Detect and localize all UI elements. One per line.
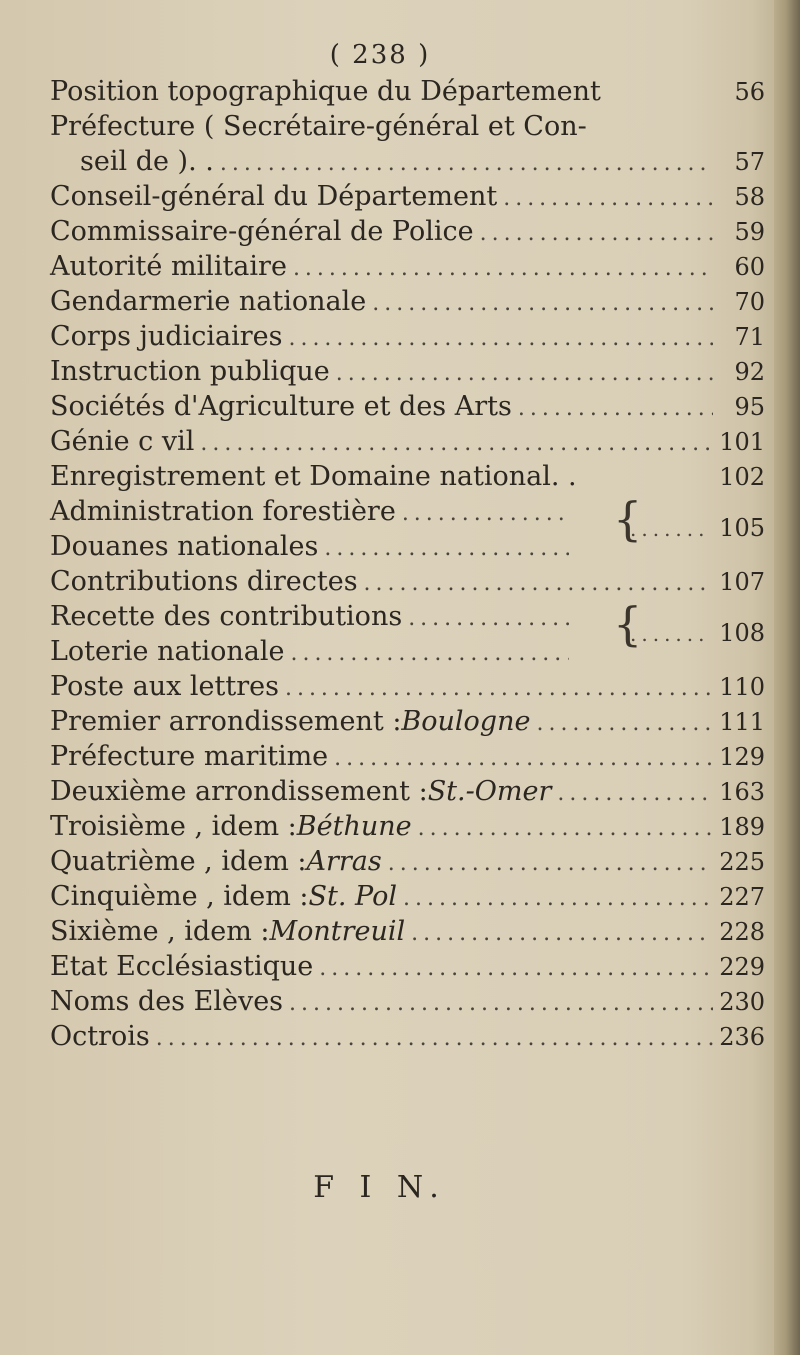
book-spine xyxy=(774,0,800,1355)
toc-entry-label: Cinquième , idem : xyxy=(50,881,309,912)
toc-entry-label: Instruction publique xyxy=(50,356,330,387)
toc-entry xyxy=(50,109,765,144)
toc-entry xyxy=(50,319,765,354)
toc-entry-label: Préfecture maritime xyxy=(50,741,329,772)
toc-entry xyxy=(50,1019,765,1054)
toc-entry-page: 56 xyxy=(734,78,765,106)
page-number: ( 238 ) xyxy=(329,40,431,70)
toc-entry-label: Enregistrement et Domaine national. . xyxy=(50,461,577,492)
toc-entry-place: Béthune xyxy=(296,811,412,842)
toc-entry-page: 70 xyxy=(734,288,765,316)
toc-entry-label: Commissaire-général de Police xyxy=(50,216,474,247)
toc-entry-label: Etat Ecclésiastique xyxy=(50,951,314,982)
toc-entry xyxy=(50,249,765,284)
toc-entry xyxy=(50,74,765,109)
toc-entry-page: 102 xyxy=(719,463,765,491)
dot-leader xyxy=(536,706,713,741)
toc-entry xyxy=(50,564,765,599)
toc-entry-label: Quatrième , idem : xyxy=(50,846,307,877)
toc-entry-page: 236 xyxy=(719,1023,765,1051)
dot-leader xyxy=(480,216,713,251)
dot-leader xyxy=(200,426,713,461)
toc-entry-page: 92 xyxy=(734,358,765,386)
dot-leader xyxy=(288,321,713,356)
toc-entry-label: Deuxième arrondissement : xyxy=(50,776,428,807)
toc-entry-page: 71 xyxy=(734,323,765,351)
toc-entry xyxy=(50,354,765,389)
toc-entry-label: Gendarmerie nationale xyxy=(50,286,367,317)
toc-entry-label: Contributions directes xyxy=(50,566,358,597)
toc-entry xyxy=(50,529,765,564)
dot-leader xyxy=(324,531,569,566)
toc-entry-label: Préfecture ( Secrétaire-général et Con- xyxy=(50,111,587,142)
toc-entry-label: Sixième , idem : xyxy=(50,916,270,947)
toc-entry-label: Position topographique du Département xyxy=(50,76,601,107)
toc-entry-label: Octrois xyxy=(50,1021,150,1052)
toc-entry-label: Premier arrondissement : xyxy=(50,706,402,737)
dot-leader xyxy=(364,566,713,601)
toc-entry-place: Arras xyxy=(306,846,382,877)
toc-entry-page: 189 xyxy=(719,813,765,841)
toc-entry-label: Autorité militaire xyxy=(50,251,287,282)
toc-entry-place: St. Pol xyxy=(308,881,397,912)
dot-leader xyxy=(418,811,713,846)
dot-leader xyxy=(285,671,713,706)
dot-leader xyxy=(319,951,713,986)
toc-entry xyxy=(50,739,765,774)
toc-entry xyxy=(50,914,765,949)
toc-entry-page: 111 xyxy=(719,708,765,736)
toc-entry xyxy=(50,597,765,651)
dot-leader xyxy=(408,601,569,636)
toc-entry-label: Troisième , idem : xyxy=(50,811,297,842)
toc-entry xyxy=(50,879,765,914)
dot-leader xyxy=(372,286,713,321)
toc-entry-label: Loterie nationale xyxy=(50,636,285,667)
dot-leader xyxy=(503,181,713,216)
toc-entry-page: 227 xyxy=(719,883,765,911)
toc-entry-label: Noms des Elèves xyxy=(50,986,284,1017)
toc-entry-label: Administration forestière xyxy=(50,496,396,527)
dot-leader xyxy=(334,741,713,776)
toc-entry xyxy=(50,492,765,546)
toc-entry xyxy=(50,844,765,879)
dot-leader xyxy=(336,356,713,391)
toc-entry xyxy=(50,179,765,214)
dot-leader xyxy=(289,986,713,1021)
dot-leader xyxy=(402,496,569,531)
toc-entry-page: 163 xyxy=(719,778,765,806)
toc-entry xyxy=(50,389,765,424)
toc-entry-page: 110 xyxy=(719,673,765,701)
toc-entry-label: Recette des contributions xyxy=(50,601,403,632)
toc-entry-place: St.-Omer xyxy=(427,776,552,807)
toc-entry xyxy=(50,214,765,249)
brace-icon: { xyxy=(613,492,643,546)
toc-entry-label: Corps judiciaires xyxy=(50,321,283,352)
toc-entry-label: Conseil-général du Département xyxy=(50,181,498,212)
toc-entry xyxy=(50,284,765,319)
dot-leader xyxy=(557,776,713,811)
toc-entry-page: 105 xyxy=(719,514,765,542)
toc-entry xyxy=(50,984,765,1019)
dot-leader xyxy=(518,391,713,426)
toc-entry xyxy=(50,774,765,809)
toc-entry xyxy=(50,809,765,844)
toc-entry-page: 108 xyxy=(719,619,765,647)
dot-leader xyxy=(411,916,713,951)
table-of-contents xyxy=(50,74,765,1054)
toc-entry-page: 129 xyxy=(719,743,765,771)
toc-entry xyxy=(50,424,765,459)
dot-leader xyxy=(388,846,713,881)
toc-entry-page: 228 xyxy=(719,918,765,946)
toc-entry xyxy=(50,459,765,494)
dot-leader xyxy=(293,251,713,286)
toc-entry-page: 60 xyxy=(734,253,765,281)
toc-entry-page: 59 xyxy=(734,218,765,246)
toc-entry-page: 101 xyxy=(719,428,765,456)
toc-entry xyxy=(50,669,765,704)
dot-leader xyxy=(290,636,569,671)
toc-entry-page: 229 xyxy=(719,953,765,981)
toc-entry-page: 230 xyxy=(719,988,765,1016)
toc-entry-label: Sociétés d'Agriculture et des Arts xyxy=(50,391,512,422)
dot-leader xyxy=(220,146,713,181)
dot-leader xyxy=(403,881,713,916)
dot-leader xyxy=(156,1021,713,1056)
toc-entry-page: 225 xyxy=(719,848,765,876)
toc-entry xyxy=(50,634,765,669)
brace-icon: { xyxy=(613,597,643,651)
toc-entry-label: Poste aux lettres xyxy=(50,671,279,702)
toc-entry-page: 58 xyxy=(734,183,765,211)
toc-entry-page: 107 xyxy=(719,568,765,596)
toc-entry-label: Génie c vil xyxy=(50,426,195,457)
toc-entry xyxy=(50,704,765,739)
toc-entry-page: 57 xyxy=(734,148,765,176)
toc-entry-page: 95 xyxy=(734,393,765,421)
toc-entry-place: Montreuil xyxy=(269,916,406,947)
fin-text: F I N. xyxy=(313,1170,447,1205)
toc-entry xyxy=(50,144,765,179)
toc-entry-place: Boulogne xyxy=(401,706,531,737)
toc-entry-label: Douanes nationales xyxy=(50,531,319,562)
toc-entry xyxy=(50,949,765,984)
toc-entry-label: seil de ). . xyxy=(80,146,214,177)
